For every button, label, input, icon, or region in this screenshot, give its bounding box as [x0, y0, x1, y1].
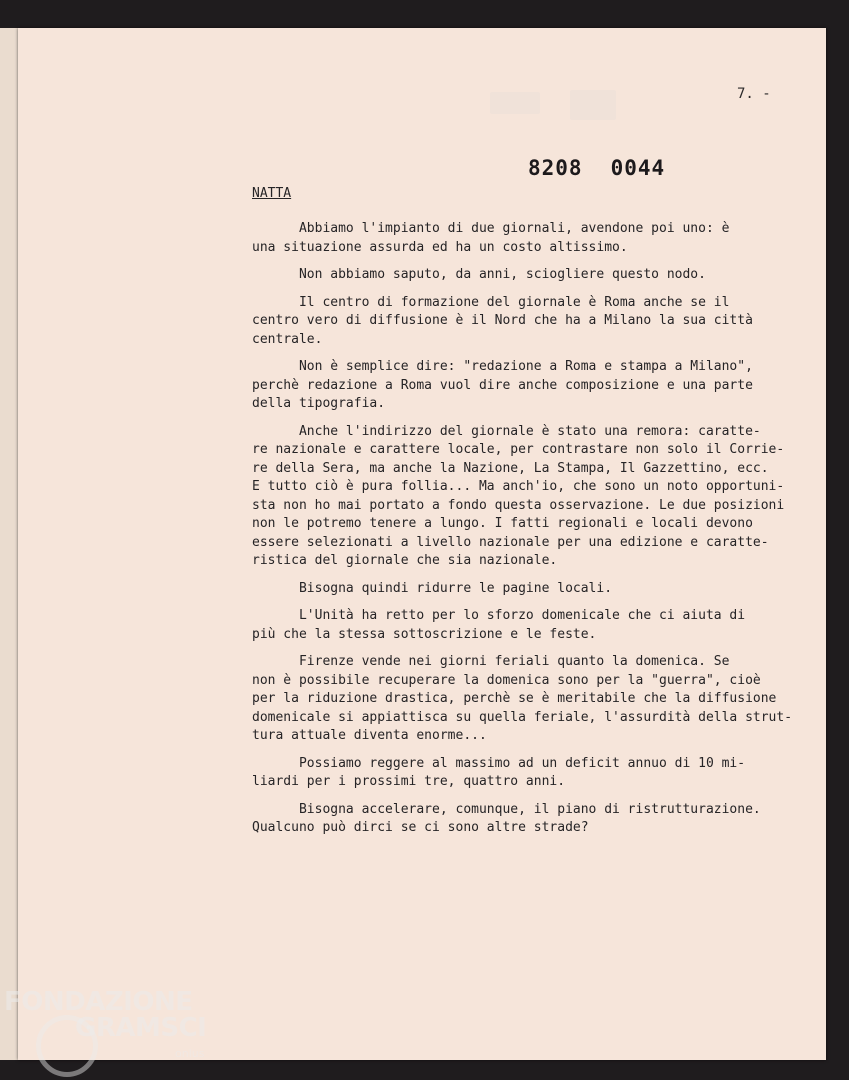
- watermark-line2: GRAMSCI: [75, 1013, 207, 1043]
- paragraph: Bisogna accelerare, comunque, il piano di ristrutturazione. Qualcuno può dirci se ci sono altre strade?: [252, 801, 761, 835]
- stamp-number-right: 0044: [610, 156, 666, 180]
- paragraph: Bisogna quindi ridurre le pagine locali.: [252, 580, 613, 596]
- paragraph: Non è semplice dire: "redazione a Roma e stampa a Milano", perchè redazione a Roma vuol dire anche composizione e una parte della tipografia.: [252, 359, 753, 411]
- speech-text: [252, 220, 792, 847]
- watermark-line1: FONDAZIONE: [4, 987, 193, 1017]
- paragraph: Abbiamo l'impianto di due giornali, avendone poi uno: è una situazione assurda ed ha un costo altissimo.: [252, 221, 730, 255]
- bleed-through-mark: [490, 92, 540, 114]
- bleed-through-mark: [570, 90, 616, 120]
- stamp-number-left: 8208: [528, 156, 583, 180]
- paragraph: Possiamo reggere al massimo ad un deficit annuo di 10 mi- liardi per i prossimi tre, quattro anni.: [252, 755, 746, 789]
- archive-stamp: [528, 156, 665, 180]
- document-page: [18, 28, 826, 1060]
- paragraph: Firenze vende nei giorni feriali quanto la domenica. Se non è possibile recuperare la domenica sono per la "guerra", cioè per la riduzione drastica, perchè se è meritabile che la diffusione domenicale si appiattisca su quella feriale, l'assurdità della strut- tura attuale diventa enorme...: [252, 654, 793, 743]
- speaker-name: NATTA: [252, 186, 292, 201]
- paragraph: L'Unità ha retto per lo sforzo domenicale che ci aiuta di più che la stessa sottoscrizione e le feste.: [252, 608, 746, 642]
- paragraph: Non abbiamo saputo, da anni, sciogliere questo nodo.: [252, 267, 706, 282]
- adjacent-page-edge: [0, 28, 20, 1060]
- page-number: 7. -: [737, 86, 771, 102]
- watermark-suffix: onlus: [175, 1047, 205, 1060]
- paragraph: Anche l'indirizzo del giornale è stato una remora: caratte- re nazionale e carattere locale, per contrastare non solo il Corrie- re della Sera, ma anche la Nazione, La Stampa, Il Gazzettino, ecc. E tutto ciò è pura follia... Ma anch'io, che sono un noto opportuni- sta non ho mai portato a fondo questa osservazione. Le due posizioni non le potremo tenere a lungo. I fatti regionali e locali devono essere selezionati a livello nazionale per una edizione e caratte- ristica del giornale che sia nazionale.: [252, 423, 785, 568]
- paragraph: Il centro di formazione del giornale è Roma anche se il centro vero di diffusione è il Nord che ha a Milano la sua città centrale.: [252, 294, 753, 347]
